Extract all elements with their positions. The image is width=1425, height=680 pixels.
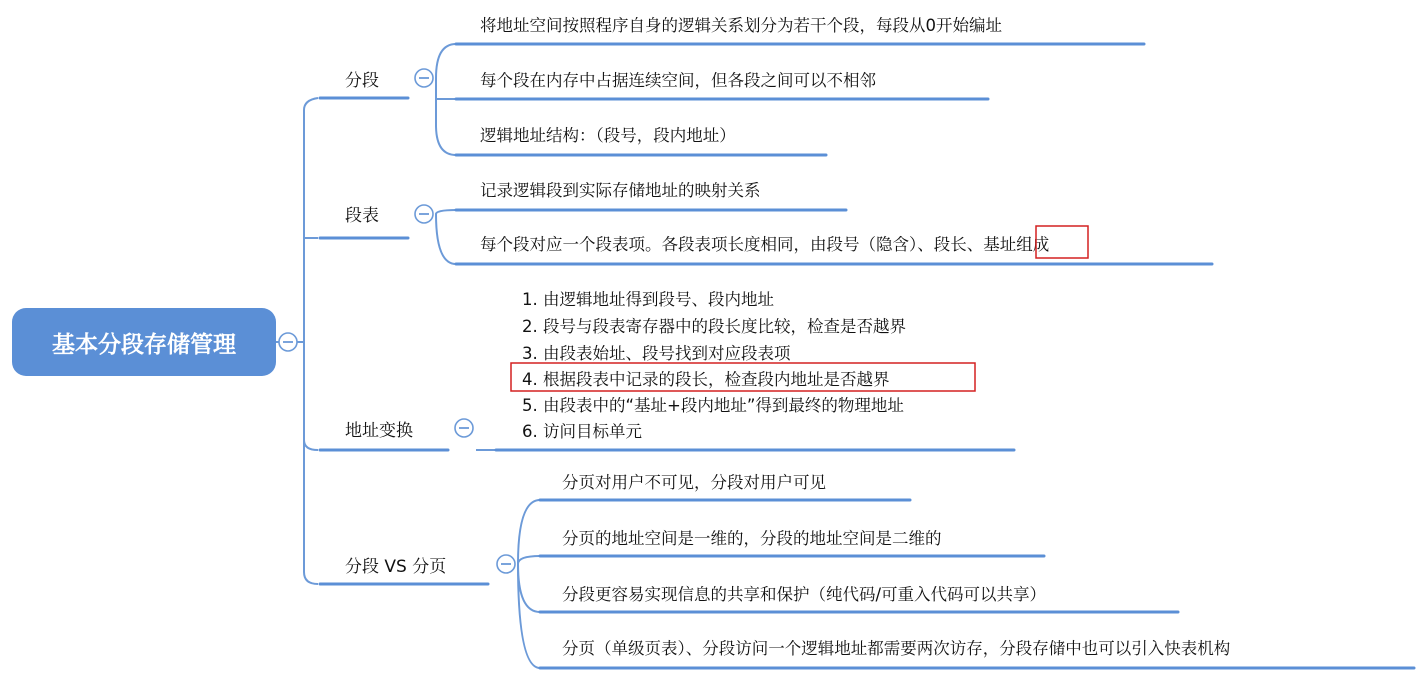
branch-label-segment[interactable]: 分段: [345, 71, 379, 91]
leaf-segment-2[interactable]: 每个段在内存中占据连续空间，但各段之间可以不相邻: [480, 71, 876, 90]
step-1[interactable]: 1. 由逻辑地址得到段号、段内地址: [522, 290, 774, 309]
branch-label-segment-table[interactable]: 段表: [345, 206, 379, 226]
leaf-vs-2[interactable]: 分页的地址空间是一维的，分段的地址空间是二维的: [562, 529, 942, 548]
leaf-vs-1[interactable]: 分页对用户不可见，分段对用户可见: [562, 473, 826, 492]
step-3[interactable]: 3. 由段表始址、段号找到对应段表项: [522, 344, 791, 363]
collapse-button-segment-table[interactable]: [415, 205, 433, 223]
root-label: 基本分段存储管理: [52, 332, 236, 358]
step-5[interactable]: 5. 由段表中的“基址+段内地址”得到最终的物理地址: [522, 396, 904, 415]
leaf-segment-table-1[interactable]: 记录逻辑段到实际存储地址的映射关系: [480, 181, 761, 200]
step-6[interactable]: 6. 访问目标单元: [522, 422, 642, 441]
branch-label-address-translation[interactable]: 地址变换: [345, 421, 413, 441]
leaf-vs-3[interactable]: 分段更容易实现信息的共享和保护（纯代码/可重入代码可以共享）: [562, 585, 1047, 604]
step-4[interactable]: 4. 根据段表中记录的段长，检查段内地址是否越界: [522, 370, 890, 389]
step-2[interactable]: 2. 段号与段表寄存器中的段长度比较，检查是否越界: [522, 317, 906, 336]
collapse-button-address-translation[interactable]: [455, 419, 473, 437]
collapse-button-segment-vs-page[interactable]: [497, 555, 515, 573]
collapse-button-segment[interactable]: [415, 69, 433, 87]
branch-label-segment-vs-page[interactable]: 分段 VS 分页: [345, 557, 447, 577]
leaf-vs-4[interactable]: 分页（单级页表）、分段访问一个逻辑地址都需要两次访存，分段存储中也可以引入快表机构: [562, 639, 1231, 658]
leaf-segment-table-2[interactable]: 每个段对应一个段表项。各段表项长度相同，由段号（隐含）、段长、基址组成: [480, 235, 1050, 254]
leaf-segment-3[interactable]: 逻辑地址结构：（段号，段内地址）: [480, 126, 736, 145]
root-node[interactable]: [12, 308, 276, 376]
leaf-segment-1[interactable]: 将地址空间按照程序自身的逻辑关系划分为若干个段，每段从0开始编址: [480, 16, 1002, 35]
collapse-button-root[interactable]: [279, 333, 297, 351]
